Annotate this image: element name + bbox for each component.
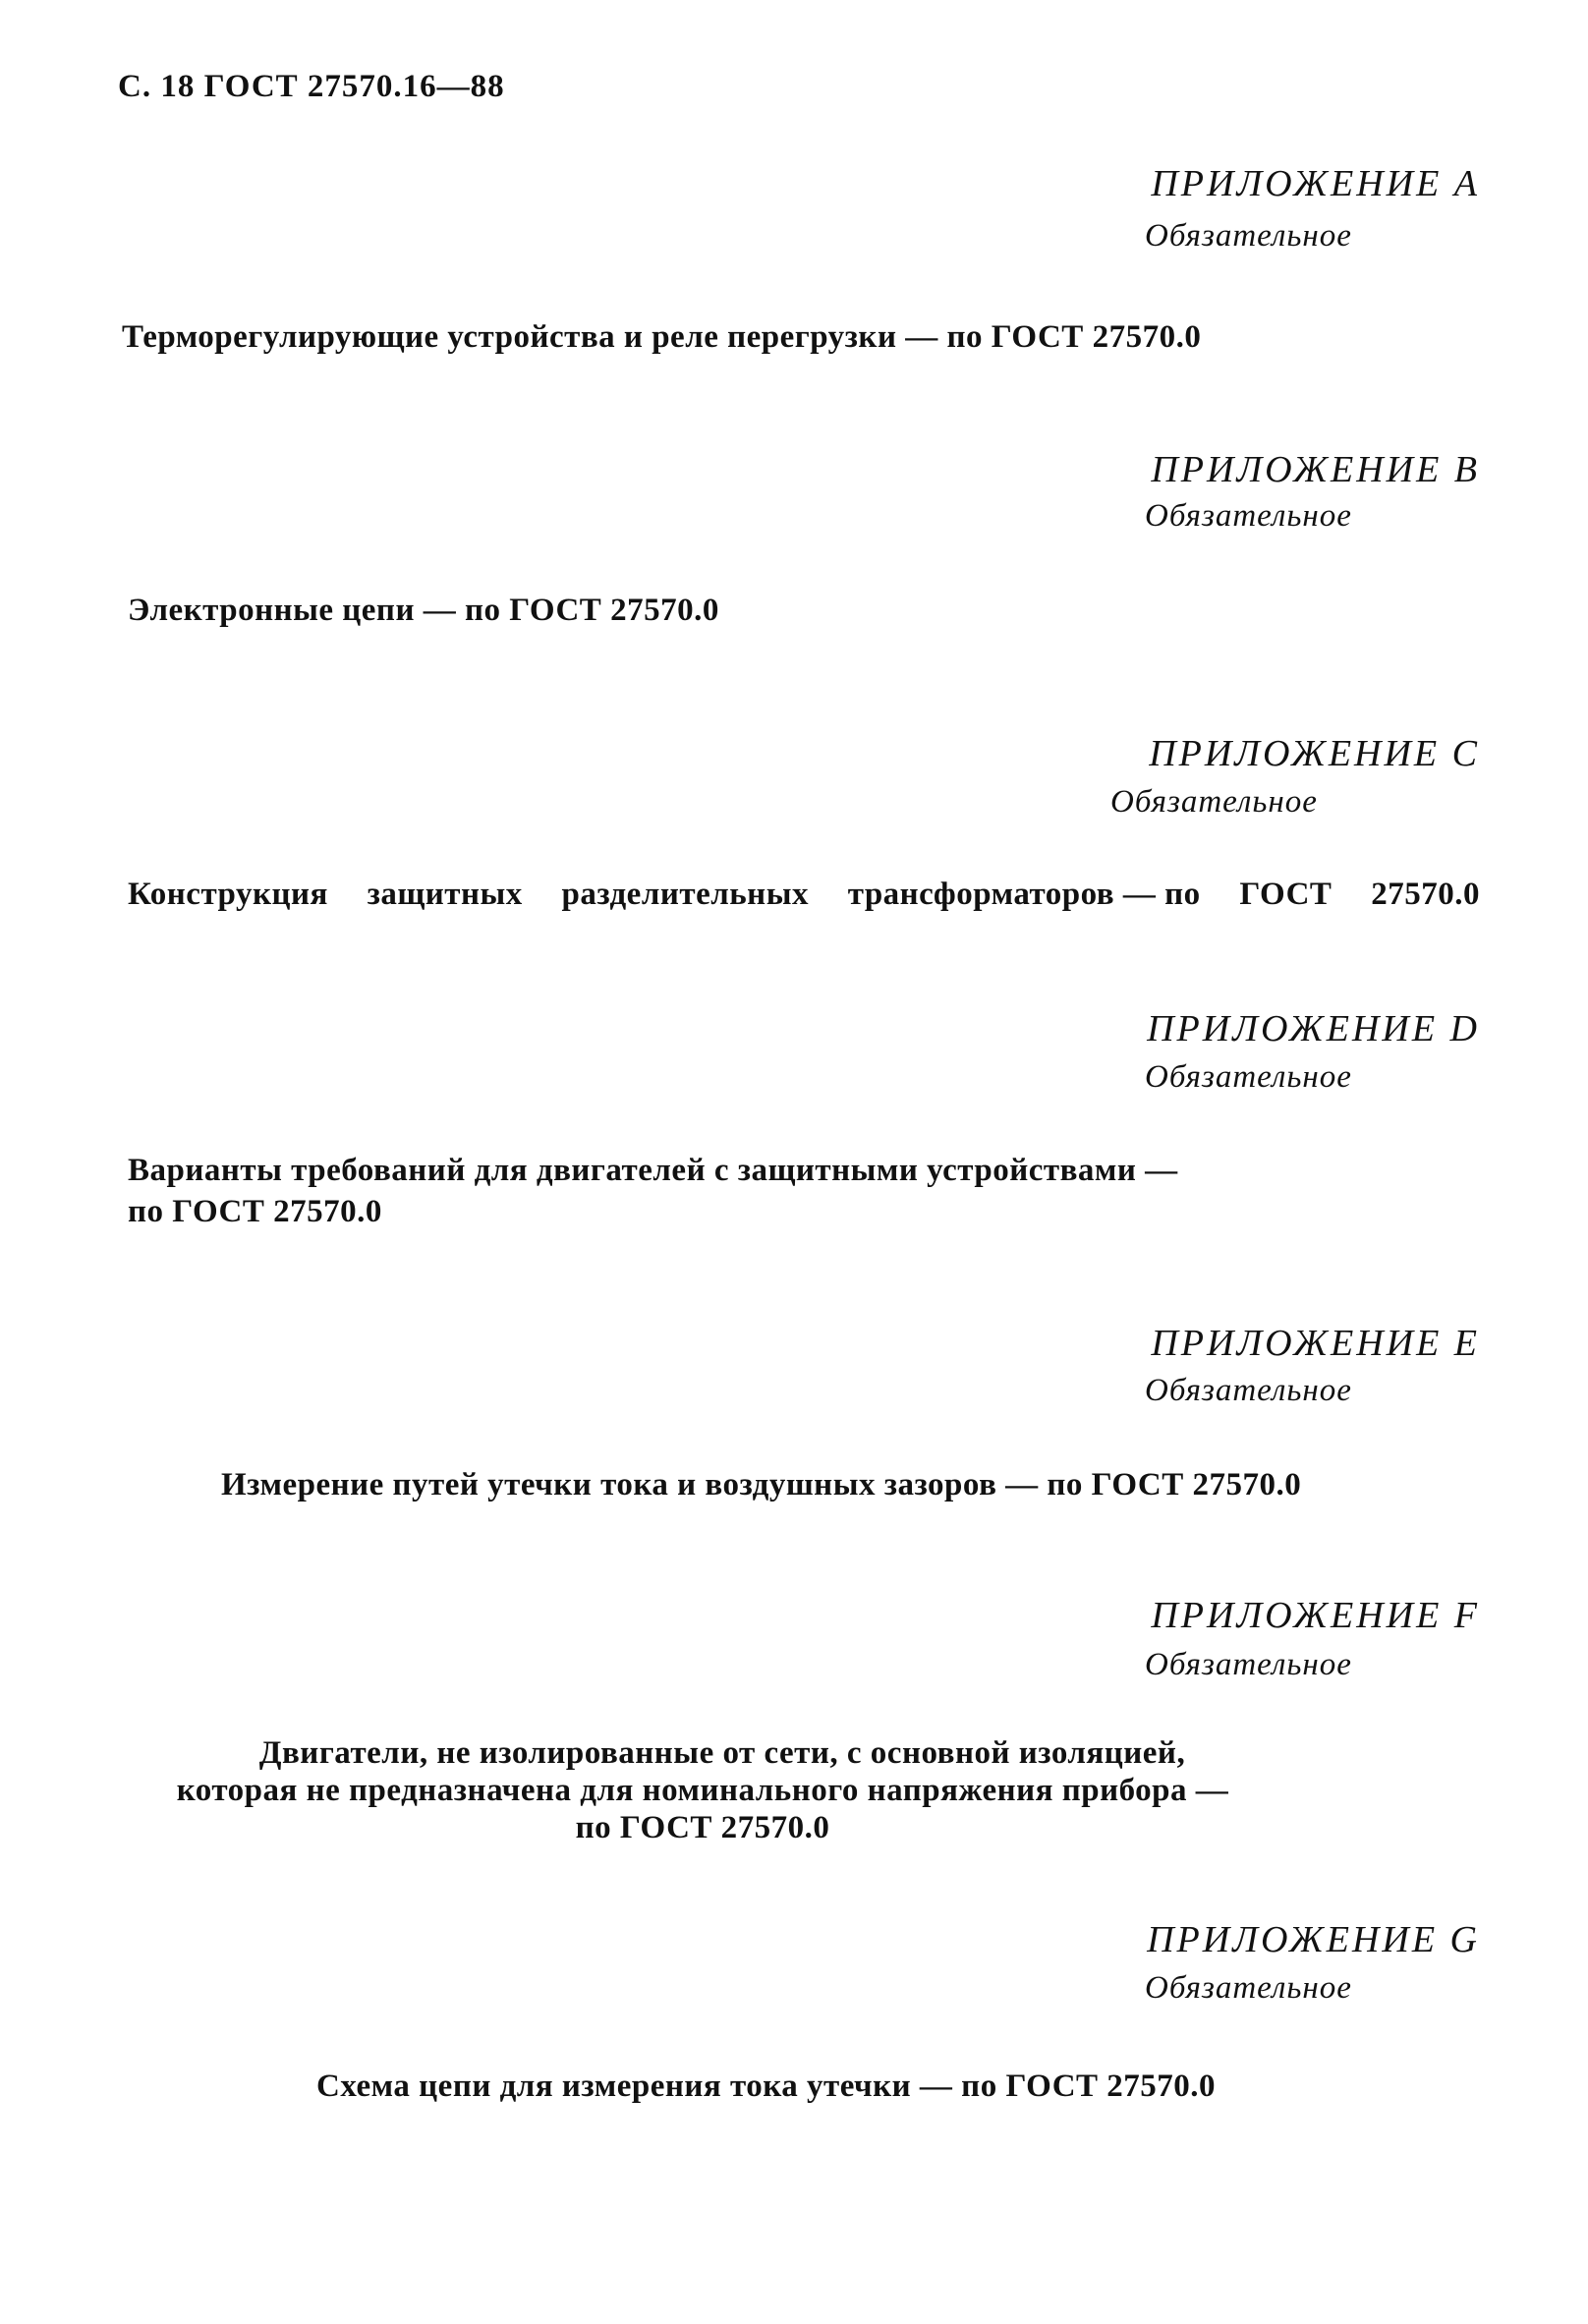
- annex-status: Обязательное: [1110, 784, 1318, 820]
- annex-text: Электронные цепи — по ГОСТ 27570.0: [128, 593, 719, 628]
- annex-status: Обязательное: [1145, 1970, 1352, 2006]
- annex-status: Обязательное: [1145, 1647, 1352, 1682]
- annex-title: ПРИЛОЖЕНИЕ C: [1149, 733, 1480, 774]
- annex-status: Обязательное: [1145, 1059, 1352, 1095]
- annex-text-line: Двигатели, не изолированные от сети, с основной изоляцией,: [258, 1735, 1186, 1771]
- annex-title: ПРИЛОЖЕНИЕ D: [1147, 1008, 1480, 1049]
- annex-status: Обязательное: [1145, 218, 1352, 254]
- annex-text-line: которая не предназначена для номинального напряжения прибора —: [176, 1773, 1229, 1808]
- annex-title: ПРИЛОЖЕНИЕ G: [1147, 1919, 1480, 1960]
- annex-text-word: трансформаторов — по: [847, 877, 1201, 912]
- annex-text: Измерение путей утечки тока и воздушных зазоров — по ГОСТ 27570.0: [221, 1467, 1302, 1502]
- annex-text-word: ГОСТ: [1239, 877, 1333, 912]
- annex-text: [128, 1150, 1178, 1232]
- annex-title: ПРИЛОЖЕНИЕ F: [1151, 1595, 1480, 1636]
- annex-text: Терморегулирующие устройства и реле перегрузки — по ГОСТ 27570.0: [122, 319, 1202, 355]
- annex-text-line: по ГОСТ 27570.0: [575, 1810, 830, 1845]
- page-header: С. 18 ГОСТ 27570.16—88: [118, 69, 505, 104]
- annex-text-word: защитных: [367, 877, 523, 912]
- annex-text: [128, 1734, 1277, 1846]
- annex-text-word: разделительных: [561, 877, 809, 912]
- annex-text-line: Варианты требований для двигателей с защитными устройствами —: [128, 1153, 1178, 1188]
- annex-text-line: по ГОСТ 27570.0: [128, 1194, 382, 1229]
- annex-title: ПРИЛОЖЕНИЕ E: [1151, 1323, 1480, 1364]
- annex-title: ПРИЛОЖЕНИЕ А: [1151, 163, 1480, 204]
- annex-text-word: 27570.0: [1371, 877, 1480, 912]
- annex-text: Схема цепи для измерения тока утечки — по ГОСТ 27570.0: [316, 2069, 1217, 2104]
- annex-status: Обязательное: [1145, 1373, 1352, 1408]
- annex-text-word: Конструкция: [128, 877, 328, 912]
- annex-title: ПРИЛОЖЕНИЕ B: [1151, 449, 1480, 490]
- annex-text: [128, 874, 1480, 915]
- annex-status: Обязательное: [1145, 498, 1352, 534]
